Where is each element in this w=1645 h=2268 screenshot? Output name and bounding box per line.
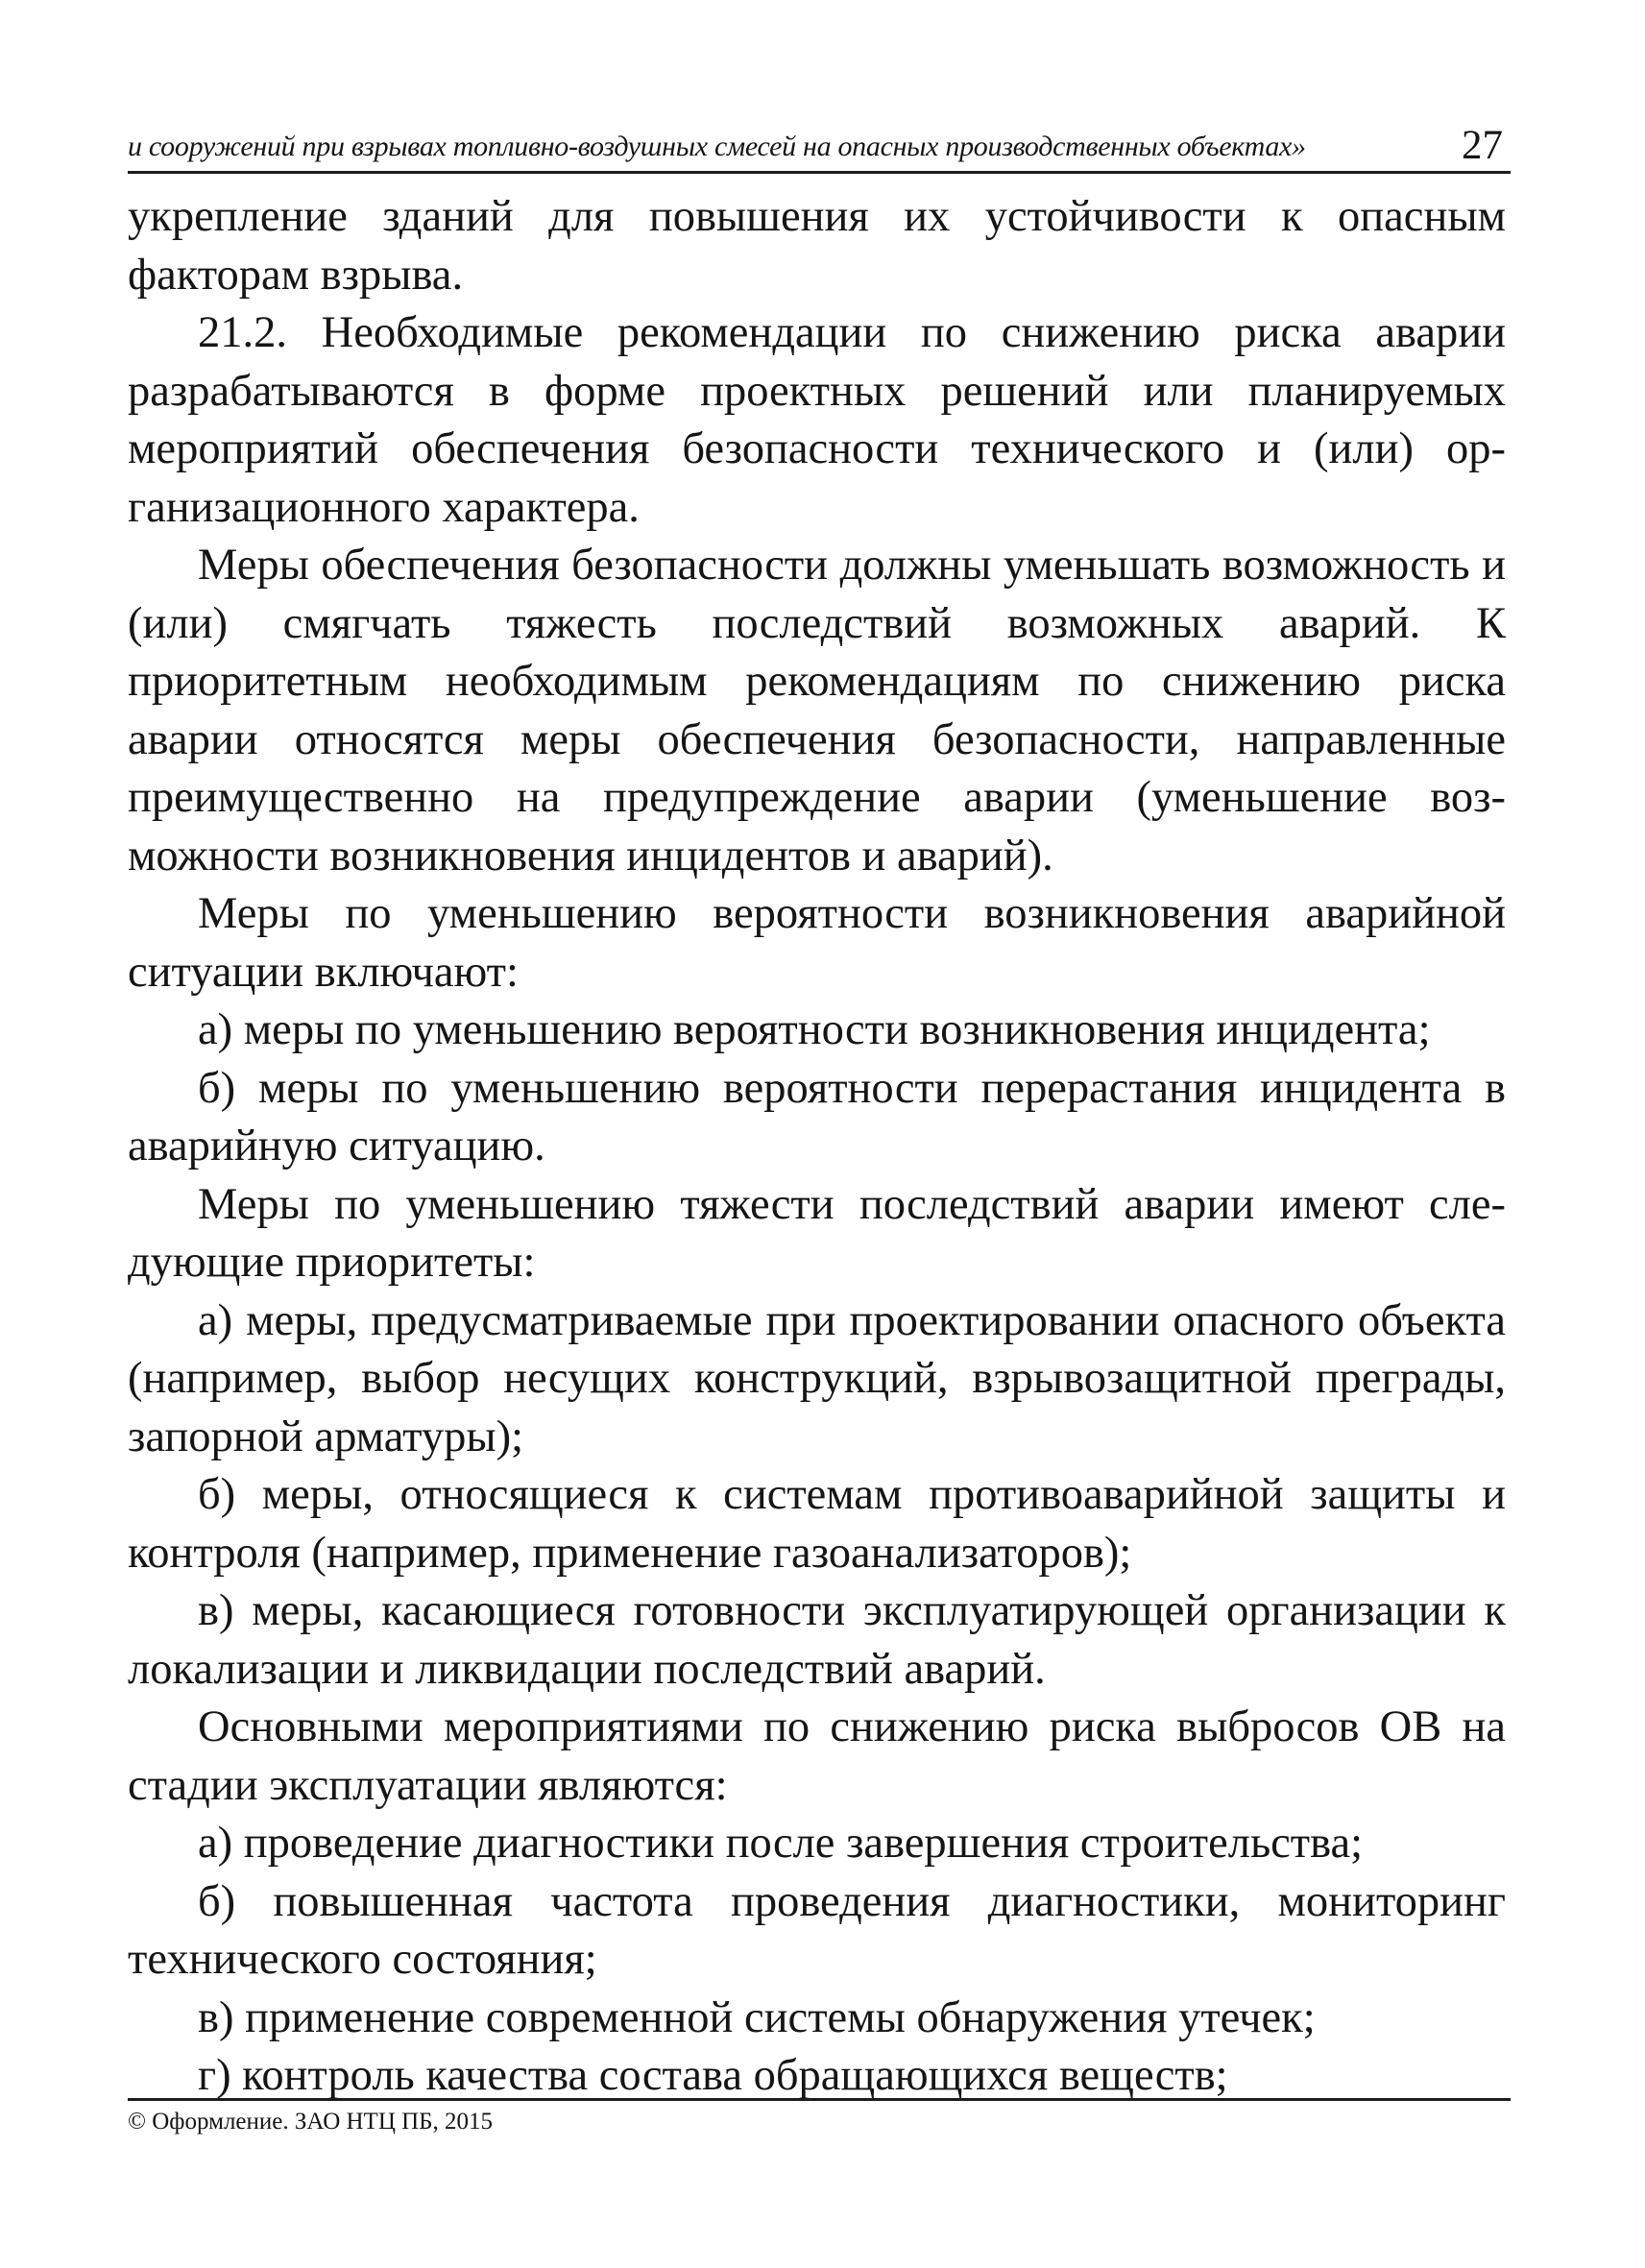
paragraph: укрепление зданий для повышения их устойчивости к опасным факторам взрыва. [128,192,1506,300]
paragraph: 21.2. Необходимые рекомендации по снижению риска аварии разрабатываются в форме проектных решений или планируемых мероприятий обеспечения безопасности технического и (или) организационного характера. [128,308,1506,532]
list-item: в) применение современной системы обнаружения утечек; [198,1992,1316,2042]
list-item: в) меры, касающиеся готовности эксплуатирующей организации к локализации и ликвидации последствий аварий. [128,1586,1506,1694]
list-item: б) меры, относящиеся к системам противоаварийной защиты и контроля (например, применение газоанализаторов); [128,1470,1506,1578]
paragraph: Меры по уменьшению вероятности возникновения аварийной ситуации включают: [128,889,1506,997]
running-title: и сооружений при взрывах топливно-воздушных смесей на опасных производственных объектах» [128,131,1306,162]
running-header [128,115,1511,174]
paragraph: Меры по уменьшению тяжести последствий аварии имеют следующие приоритеты: [128,1179,1506,1287]
list-item: г) контроль качества состава обращающихся веществ; [198,2051,1228,2100]
list-item: б) повышенная частота проведения диагностики, мониторинг технического состояния; [128,1876,1506,1984]
page-number: 27 [1462,123,1503,168]
list-item: б) меры по уменьшению вероятности перерастания инцидента в аварийную ситуацию. [128,1063,1506,1170]
footer-divider [128,2098,1511,2101]
list-item: а) меры, предусматриваемые при проектировании опасного объекта (например, выбор несущих конструкций, взрывозащитной преграды, запорной арматуры); [128,1295,1506,1461]
list-item: а) проведение диагностики после завершения строительства; [198,1819,1364,1868]
paragraph: Меры обеспечения безопасности должны уменьшать возможность и (или) смягчать тяжесть последствий возможных аварий. К приоритетным необходимым рекомендациям по снижению риска аварии относятся меры обеспечения безопасности, направленные преимущественно на предупреждение аварии (уменьшение возможности возникновения инцидентов и аварий). [128,541,1506,881]
list-item: а) меры по уменьшению вероятности возникновения инцидента; [198,1005,1431,1054]
body-text [128,188,1506,2106]
footer-copyright: © Оформление. ЗАО НТЦ ПБ, 2015 [128,2109,494,2135]
paragraph: Основными мероприятиями по снижению риска выбросов ОВ на стадии эксплуатации являются: [128,1702,1506,1810]
